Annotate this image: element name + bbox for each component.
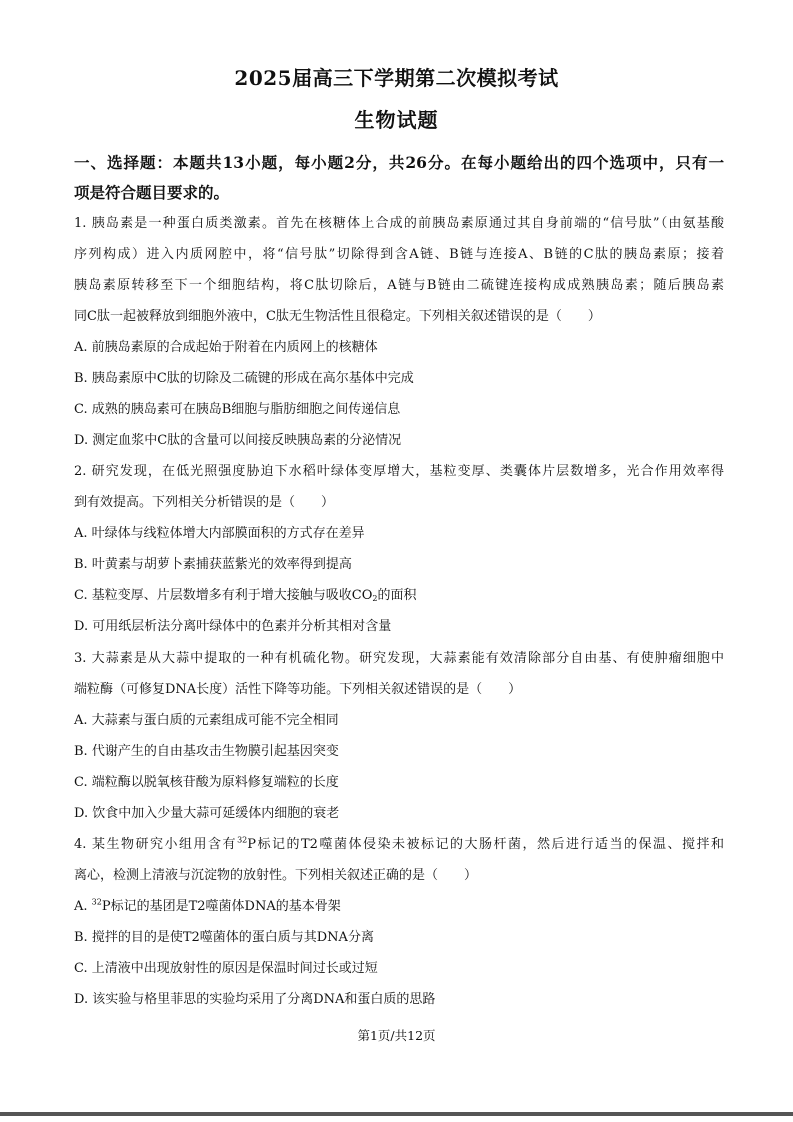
q1-option-a: A. 前胰岛素原的合成起始于附着在内质网上的核糖体 — [74, 340, 378, 355]
q1-stem-line: 序列构成）进入内质网腔中，将“信号肽”切除得到含A链、B链与连接A、B链的C肽的胰岛素原；接着 — [74, 247, 724, 262]
q2-option-c-text: C. 基粒变厚、片层数增多有利于增大接触与吸收CO — [74, 588, 373, 603]
section-heading: 一、选择题：本题共13小题，每小题2分，共26分。在每小题给出的四个选项中，只有一 — [74, 153, 724, 172]
q4-option-a-text: P标记的基团是T2噬菌体DNA的基本骨架 — [101, 899, 341, 914]
q2-option-c — [74, 584, 724, 603]
q4-stem-text-end: P标记的T2噬菌体侵染未被标记的大肠杆菌，然后进行适当的保温、搅拌和 — [247, 837, 724, 852]
q4-stem-text: 4. 某生物研究小组用含有 — [74, 837, 238, 852]
q2-option-d: D. 可用纸层析法分离叶绿体中的色素并分析其相对含量 — [74, 619, 392, 634]
q1-option-c: C. 成熟的胰岛素可在胰岛B细胞与脂肪细胞之间传递信息 — [74, 402, 401, 417]
q3-option-a: A. 大蒜素与蛋白质的元素组成可能不完全相同 — [74, 713, 339, 728]
subscript: 2 — [372, 594, 378, 603]
exam-title: 2025届高三下学期第二次模拟考试 — [234, 66, 559, 90]
q2-option-b: B. 叶黄素与胡萝卜素捕获蓝紫光的效率得到提高 — [74, 557, 352, 572]
q3-option-c: C. 端粒酶以脱氧核苷酸为原料修复端粒的长度 — [74, 775, 339, 790]
q3-stem-line: 端粒酶（可修复DNA长度）活性下降等功能。下列相关叙述错误的是（ ） — [74, 682, 522, 697]
superscript: 32 — [237, 835, 248, 845]
q3-stem-line: 3. 大蒜素是从大蒜中提取的一种有机硫化物。研究发现，大蒜素能有效清除部分自由基、有使肿瘤细胞中 — [74, 651, 724, 666]
q1-option-d: D. 测定血浆中C肽的含量可以间接反映胰岛素的分泌情况 — [74, 433, 402, 448]
q4-option-d: D. 该实验与格里菲思的实验均采用了分离DNA和蛋白质的思路 — [74, 992, 436, 1007]
q2-option-c-text-end: 的面积 — [377, 588, 417, 603]
q4-option-c: C. 上清液中出现放射性的原因是保温时间过长或过短 — [74, 961, 378, 976]
page-number: 第1页/共12页 — [357, 1028, 436, 1043]
q4-option-b: B. 搅拌的目的是使T2噬菌体的蛋白质与其DNA分离 — [74, 930, 374, 945]
q3-option-b: B. 代谢产生的自由基攻击生物膜引起基因突变 — [74, 744, 339, 759]
q2-stem-line: 2. 研究发现，在低光照强度胁迫下水稻叶绿体变厚增大，基粒变厚、类囊体片层数增多，光合作用效率得 — [74, 464, 724, 479]
q4-stem-line: 离心，检测上清液与沉淀物的放射性。下列相关叙述正确的是（ ） — [74, 868, 478, 883]
q1-stem-line: 1. 胰岛素是一种蛋白质类激素。首先在核糖体上合成的前胰岛素原通过其自身前端的“信号肽”（由氨基酸 — [74, 216, 724, 231]
q1-option-b: B. 胰岛素原中C肽的切除及二硫键的形成在高尔基体中完成 — [74, 371, 414, 386]
superscript: 32 — [91, 897, 102, 907]
subject-title: 生物试题 — [354, 108, 439, 132]
section-heading-cont: 项是符合题目要求的。 — [74, 183, 230, 202]
bottom-divider — [0, 1112, 793, 1116]
q1-stem-line: 同C肽一起被释放到细胞外液中，C肽无生物活性且很稳定。下列相关叙述错误的是（ ） — [74, 309, 601, 324]
q4-option-a-label: A. — [74, 899, 92, 914]
q4-stem-line — [74, 833, 724, 852]
q3-option-d: D. 饮食中加入少量大蒜可延缓体内细胞的衰老 — [74, 806, 340, 821]
q4-option-a — [74, 895, 724, 914]
q1-stem-line: 胰岛素原转移至下一个细胞结构，将C肽切除后，A链与B链由二硫键连接构成成熟胰岛素；随后胰岛素 — [74, 278, 724, 293]
q2-option-a: A. 叶绿体与线粒体增大内部膜面积的方式存在差异 — [74, 526, 365, 541]
q2-stem-line: 到有效提高。下列相关分析错误的是（ ） — [74, 495, 335, 510]
